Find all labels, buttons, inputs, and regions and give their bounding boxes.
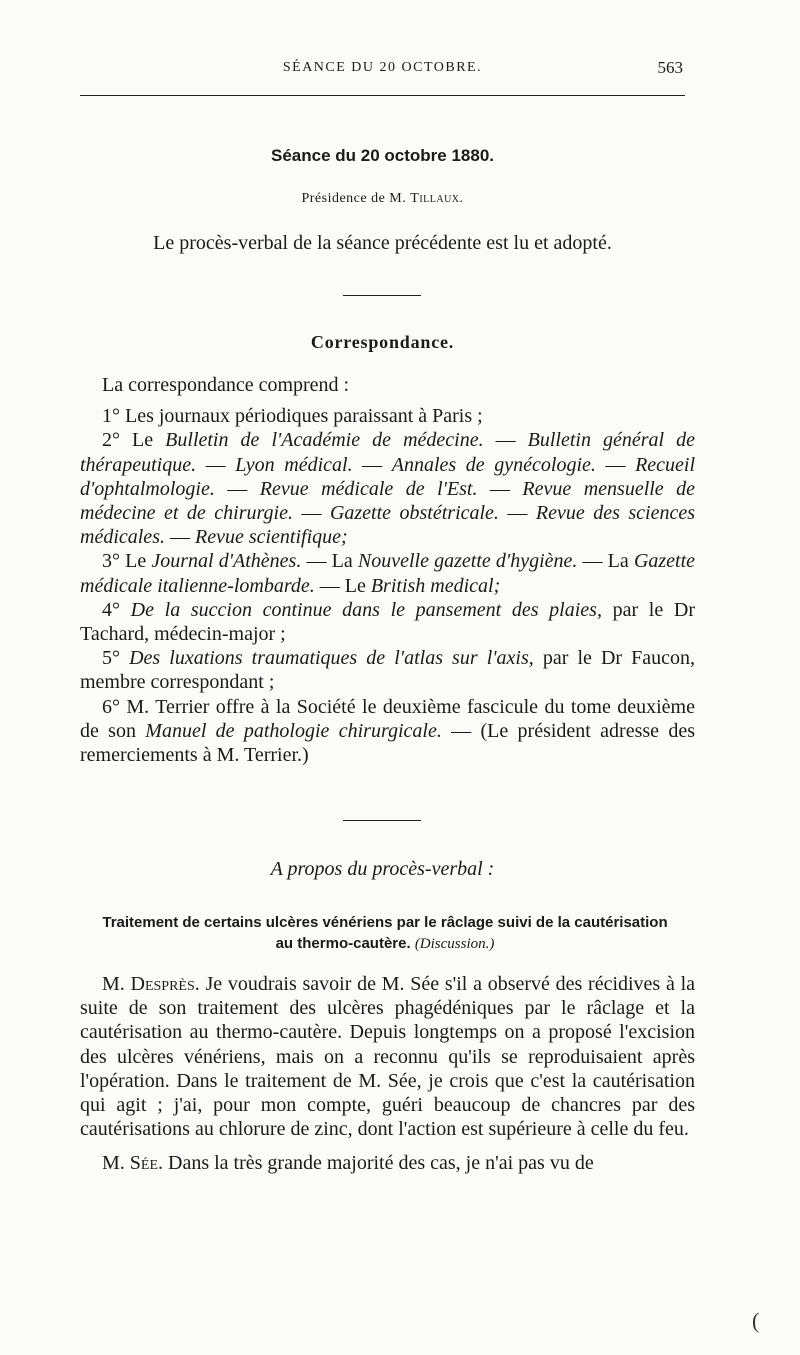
corner-mark: ( — [752, 1308, 760, 1333]
item-number: 5° — [102, 647, 130, 670]
presidence-prefix: Présidence de M. — [301, 191, 411, 206]
separator: — — [595, 453, 636, 476]
journal-title: Bulletin général de thérapeutique. — [80, 429, 696, 476]
separator: — — [164, 526, 195, 549]
separator: — La — [577, 550, 634, 573]
journal-title: Gazette obstétricale. — [329, 502, 499, 525]
separator: — La — [301, 550, 358, 573]
journal-title: Revue médicale de l'Est. — [259, 477, 478, 500]
journal-title: British medical; — [370, 574, 501, 597]
item-number: 2° Le — [102, 429, 166, 452]
journal-title: Revue scientifique; — [194, 526, 348, 549]
discussion-label: (Discussion.) — [414, 936, 495, 952]
journal-title: Lyon médical. — [235, 453, 353, 476]
president-name: Tillaux. — [410, 191, 464, 206]
see-paragraph — [80, 1151, 695, 1175]
item-rest: — (Le président adresse des remerciements à M. Terrier.) — [80, 719, 695, 767]
separator: — — [483, 429, 528, 452]
separator: — — [196, 453, 236, 476]
correspondance-item-5 — [80, 646, 695, 694]
journal-title: Revue des sciences médicales. — [80, 502, 696, 549]
work-title: Des luxations traumatiques de l'atlas sur l'axis, — [129, 647, 534, 670]
discussion-title — [95, 912, 675, 955]
speaker-name: M. Desprès. — [102, 973, 200, 995]
correspondance-item-6 — [80, 695, 695, 768]
discussion-title-main: Traitement de certains ulcères vénériens par le râclage suivi de la cautérisation au thermo-cautère. — [102, 914, 668, 952]
discussion-body — [80, 972, 695, 1176]
despres-paragraph — [80, 972, 695, 1141]
speech-text: Dans la très grande majorité des cas, je n'ai pas vu de — [163, 1152, 594, 1175]
correspondance-body — [80, 373, 695, 767]
page-number: 563 — [657, 58, 683, 77]
correspondance-item-3 — [80, 549, 695, 597]
header-rule — [80, 95, 685, 96]
item-rest: par le Dr Tachard, médecin-major ; — [80, 598, 696, 646]
running-title: SÉANCE DU 20 OCTOBRE. — [282, 60, 483, 75]
pv-adopted: Le procès-verbal de la séance précédente est lu et adopté. — [153, 232, 612, 254]
section-heading-correspondance: Correspondance. — [310, 332, 455, 352]
separator: — — [352, 453, 392, 476]
separator: — — [292, 502, 330, 525]
correspondance-item-4 — [80, 598, 695, 646]
speaker-name: M. Sée. — [102, 1152, 164, 1175]
work-title: De la succion continue dans le pansement des plaies, — [130, 598, 602, 621]
journal-title: Recueil d'ophtalmologie. — [80, 453, 696, 500]
work-title: Manuel de pathologie chirurgicale. — [145, 719, 442, 742]
journal-title: Journal d'Athènes. — [151, 550, 302, 573]
journal-title: Nouvelle gazette d'hygiène. — [357, 550, 578, 573]
section-divider — [343, 295, 421, 296]
journal-title: Gazette médicale italienne-lombarde. — [80, 550, 696, 597]
item-lead: 6° M. Terrier offre à la Société le deuxième fascicule du tome deuxième de son — [80, 695, 695, 742]
item-rest: par le Dr Faucon, membre correspondant ; — [80, 647, 696, 694]
correspondance-item-2 — [80, 428, 695, 549]
item-number: 3° Le — [102, 550, 152, 573]
separator: — — [477, 477, 523, 500]
separator: — — [214, 477, 260, 500]
section-divider — [343, 820, 421, 821]
journal-title: Revue mensuelle de médecine et de chirurgie. — [80, 477, 696, 525]
journal-title: Bulletin de l'Académie de médecine. — [165, 429, 484, 452]
running-head — [80, 60, 685, 84]
session-title: Séance du 20 octobre 1880. — [271, 146, 494, 165]
correspondance-intro: La correspondance comprend : — [102, 374, 350, 396]
correspondance-item-1: 1° Les journaux périodiques paraissant à Paris ; — [102, 405, 483, 428]
presidence-line — [80, 191, 685, 207]
item-number: 4° — [102, 598, 131, 621]
speech-text: Je voudrais savoir de M. Sée s'il a observé des récidives à la suite de son traitement des ulcères phagédéniques par le râclage et la cautérisation au thermo-cautère. Depuis longtemps on a proposé l'excision des ulcères vénériens, mais on a reconnu qu'ils se reproduisaient après l'opération. Dans le traitement de M. Sée, je crois que c'est la cautérisation qui agit ; j'ai, pour mon compte, guéri beaucoup de chancres par des cautérisations au chlorure de zinc, dont l'action est supérieure à celle du feu. — [80, 973, 695, 1141]
apropos-heading: A propos du procès-verbal : — [270, 858, 495, 880]
journal-title: Annales de gynécologie. — [391, 453, 596, 476]
separator: — Le — [314, 574, 371, 597]
separator: — — [498, 502, 536, 525]
